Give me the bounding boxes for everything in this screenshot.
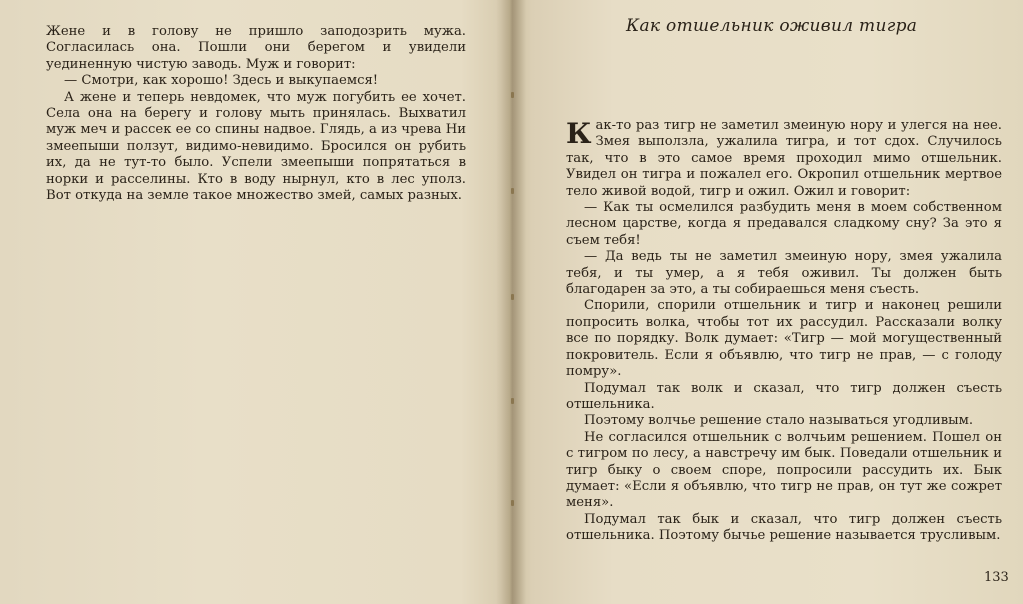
paragraph: Подумал так бык и сказал, что тигр должен съесть отшельника. Поэтому бычье решение называется трусливым. — [566, 511, 1002, 544]
drop-cap: К — [566, 117, 592, 150]
paragraph: Не согласился отшельник с волчьим решением. Пошел он с тигром по лесу, а навстречу им бык. Поведали отшельник и тигр быку о своем споре, попросили рассудить их. Бык думает: «Если я объявлю, что тигр не прав, он тут же сожрет меня». — [566, 429, 1002, 511]
paragraph: — Как ты осмелился разбудить меня в моем собственном лесном царстве, когда я предавался сладкому сну? За это я съем тебя! — [566, 200, 1002, 248]
paragraph: Подумал так волк и сказал, что тигр должен съесть отшельника. — [566, 380, 1002, 412]
left-page-text — [46, 24, 466, 204]
paragraph — [566, 118, 1002, 200]
left-page — [0, 0, 500, 604]
paragraph: Поэтому волчье решение стало называться угодливым. — [584, 413, 974, 429]
paragraph: Жене и в голову не пришло заподозрить мужа. Согласилась она. Пошли они берегом и увидели уединенную чистую заводь. Муж и говорит: — [46, 24, 466, 72]
paragraph-text: ак-то раз тигр не заметил змеиную нору и улегся на нее. Змея выползла, ужалила тигра, и тот сдох. Случилось так, что в это самое время проходил мимо отшельник. Увидел он тигра и пожалел его. Окропил отшельник мертвое тело живой водой, тигр и ожил. Ожил и говорит: — [566, 118, 1002, 199]
paragraph: Спорили, спорили отшельник и тигр и наконец решили попросить волка, чтобы тот их рассудил. Рассказали волку все по порядку. Волк думает: «Тигр — мой могущественный покровитель. Если я объявлю, что тигр не прав, — с голоду помру». — [566, 298, 1002, 380]
page-number: 133 — [984, 570, 1009, 585]
paragraph: — Смотри, как хорошо! Здесь и выкупаемся! — [64, 73, 379, 89]
right-page-text — [566, 118, 1002, 545]
story-title: Как отшельник оживил тигра — [626, 16, 918, 36]
paragraph: А жене и теперь невдомек, что муж погубить ее хочет. Села она на берегу и голову мыть принялась. Выхватил муж меч и рассек ее со спины надвое. Глядь, а из чрева Ни змеепыши ползут, видимо-невидимо. Бросился он рубить их, да не тут-то было. Успели змеепыши попрятаться в норки и расселины. Кто в воду нырнул, кто в лес уполз. Вот откуда на земле такое множество змей, самых разных. — [46, 89, 466, 204]
paragraph: — Да ведь ты не заметил змеиную нору, змея ужалила тебя, и ты умер, а я тебя оживил. Ты должен быть благодарен за это, а ты собираешься меня съесть. — [566, 249, 1002, 298]
